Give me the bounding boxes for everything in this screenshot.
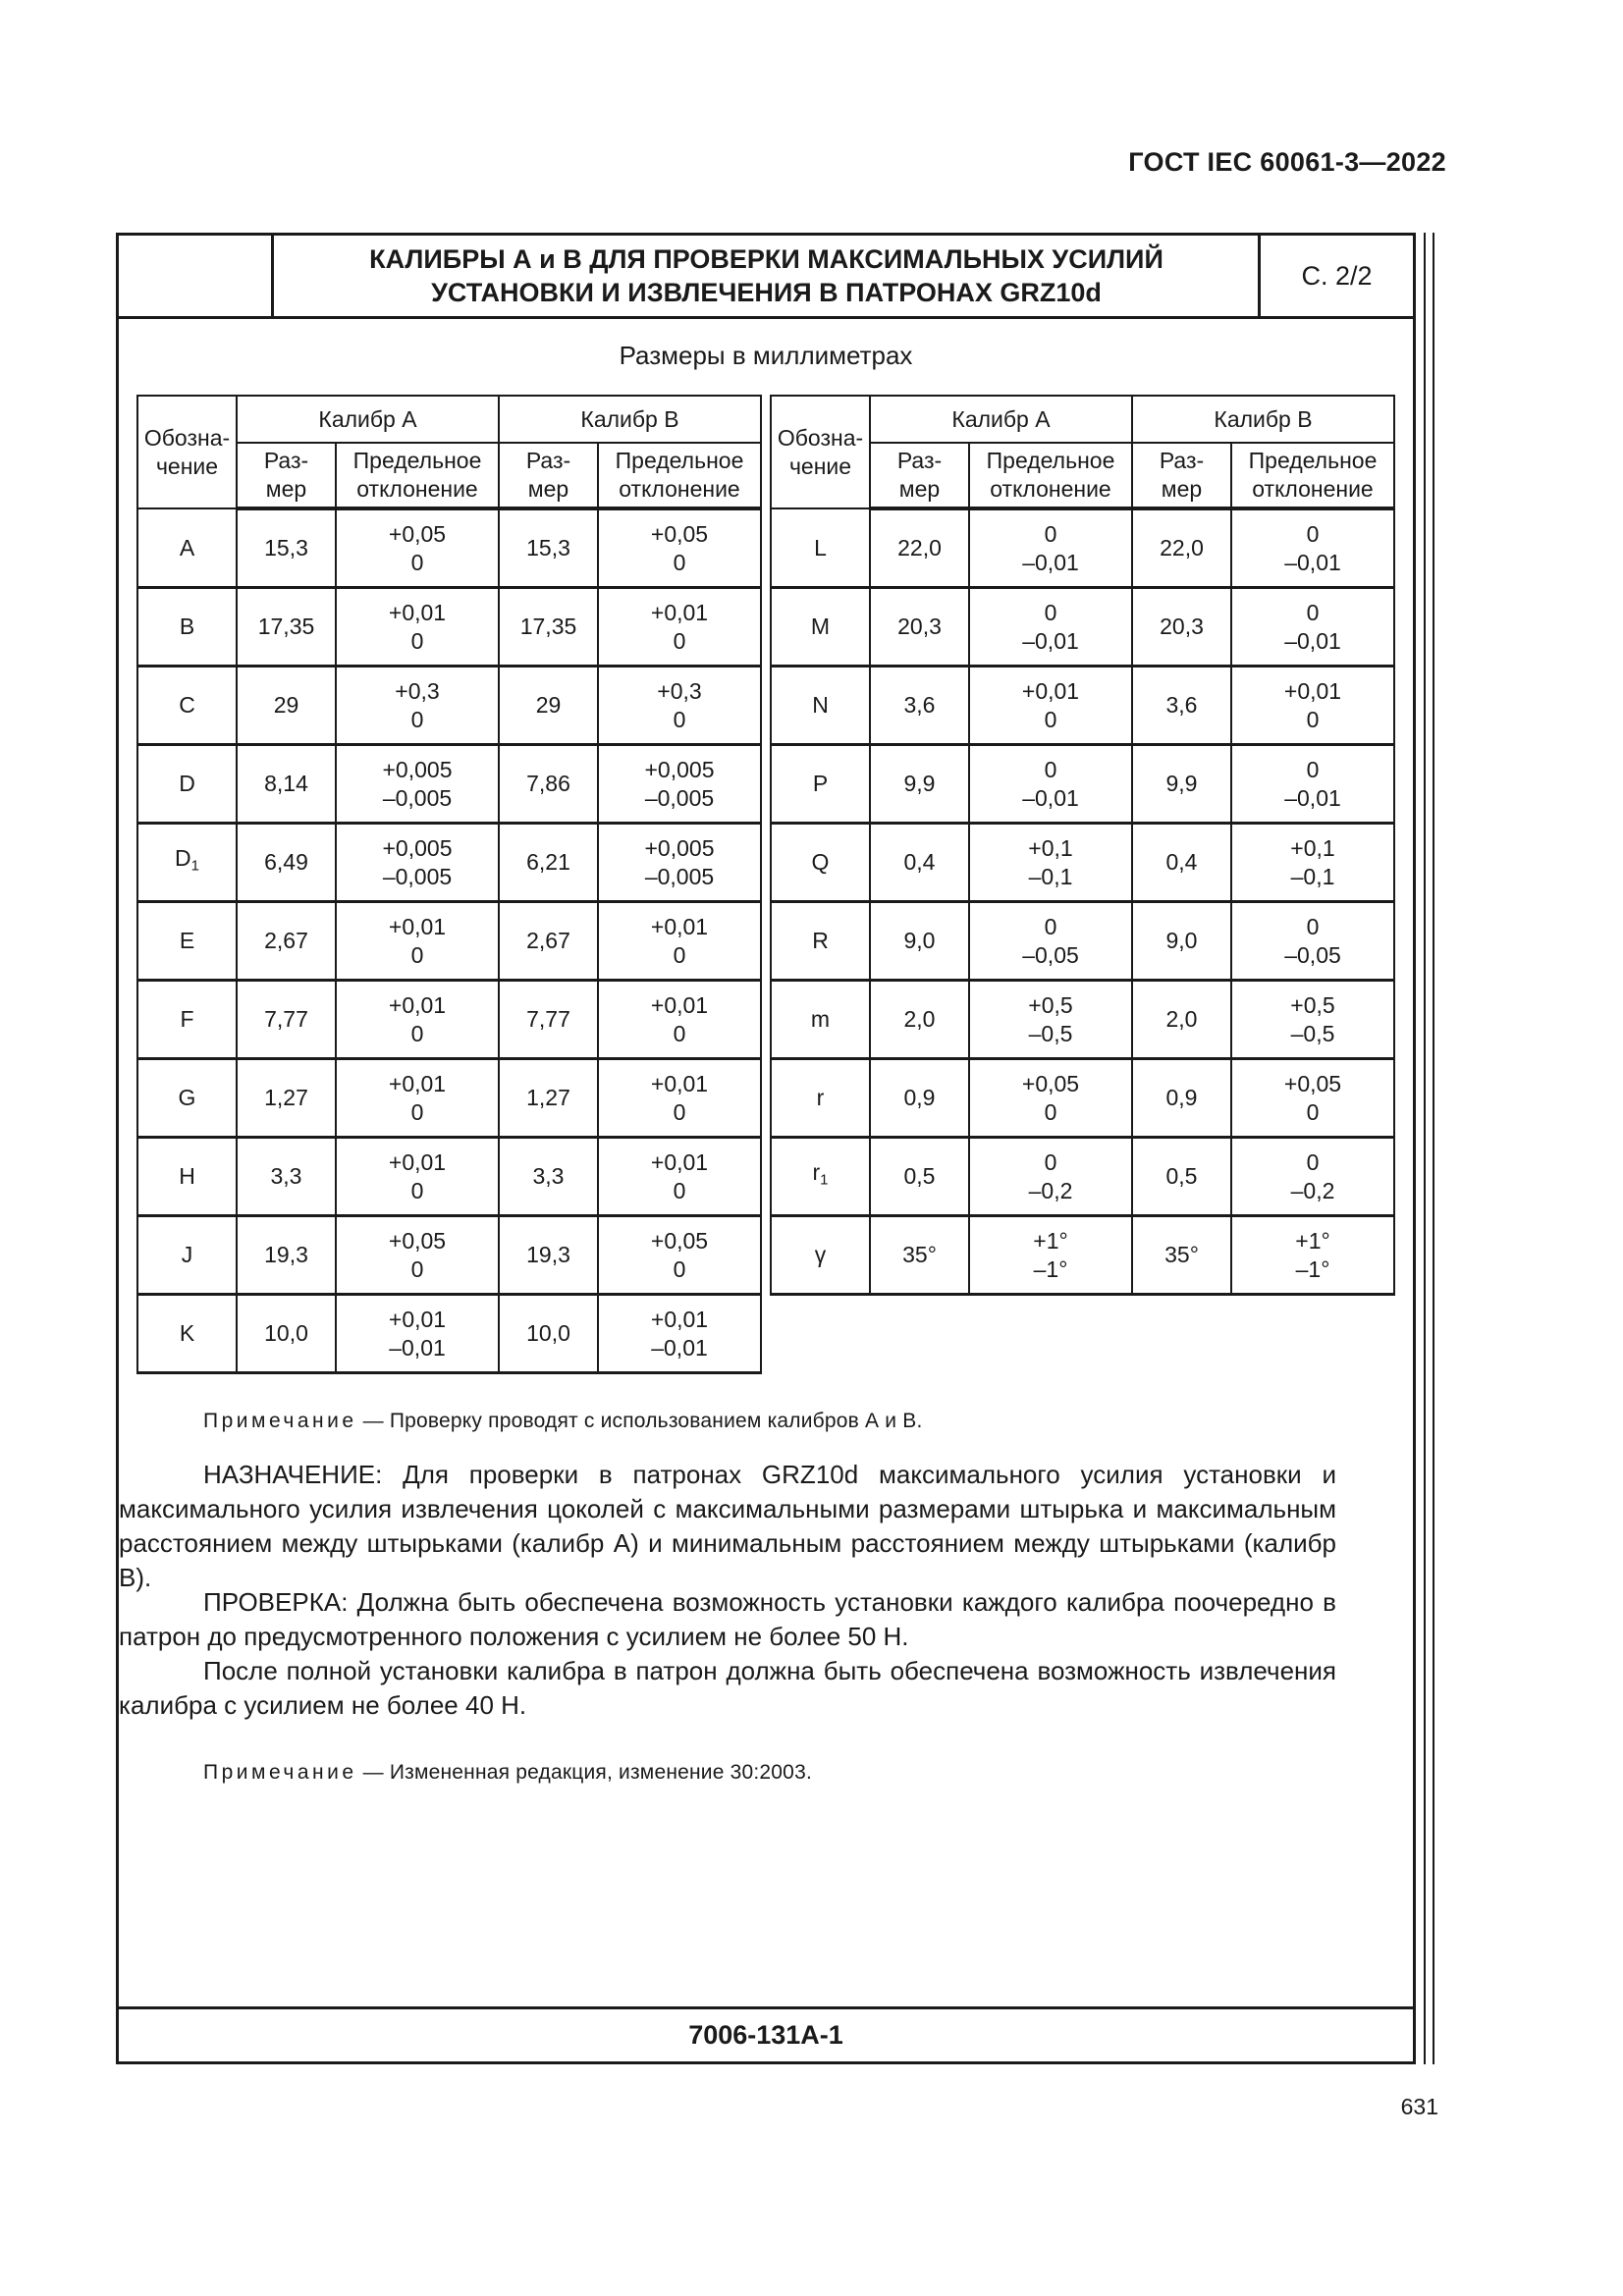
- cell-size: 22,0: [1132, 508, 1231, 588]
- cell-deviation: 0 –0,01: [1231, 508, 1394, 588]
- cell-deviation: +0,01 –0,01: [598, 1295, 761, 1373]
- header-designation: Обозна- чение: [771, 396, 870, 508]
- title-block: [119, 236, 1413, 319]
- cell-deviation: +0,05 0: [336, 508, 499, 588]
- table-row: [137, 902, 761, 981]
- frame-rule: [1433, 233, 1434, 2064]
- frame-rule: [1424, 233, 1426, 2064]
- cell-size: 10,0: [237, 1295, 336, 1373]
- table-row: [771, 508, 1394, 588]
- cell-size: 22,0: [870, 508, 969, 588]
- table-row: [771, 588, 1394, 667]
- table-row: [771, 1059, 1394, 1138]
- cell-designation: P: [771, 745, 870, 824]
- cell-deviation: 0 –0,01: [969, 508, 1132, 588]
- cell-designation: K: [137, 1295, 237, 1373]
- cell-designation: H: [137, 1138, 237, 1216]
- cell-size: 17,35: [237, 588, 336, 667]
- cell-deviation: 0 –0,01: [1231, 588, 1394, 667]
- cell-deviation: +0,01 0: [336, 588, 499, 667]
- cell-deviation: +0,01 0: [598, 902, 761, 981]
- cell-deviation: +0,005 –0,005: [336, 824, 499, 902]
- cell-deviation: +0,01 0: [336, 902, 499, 981]
- header-gauge-b: Калибр В: [499, 396, 761, 443]
- cell-deviation: 0 –0,05: [1231, 902, 1394, 981]
- cell-deviation: 0 –0,01: [969, 588, 1132, 667]
- cell-designation: L: [771, 508, 870, 588]
- table-row: [771, 1216, 1394, 1295]
- title-left-cell: [119, 236, 274, 316]
- cell-deviation: +0,3 0: [598, 667, 761, 745]
- cell-size: 35°: [1132, 1216, 1231, 1295]
- cell-size: 20,3: [870, 588, 969, 667]
- cell-deviation: +0,05 0: [598, 508, 761, 588]
- cell-size: 9,0: [1132, 902, 1231, 981]
- cell-size: 1,27: [499, 1059, 598, 1138]
- sheet-frame: [116, 233, 1416, 2064]
- cell-size: 2,0: [1132, 981, 1231, 1059]
- cell-size: 1,27: [237, 1059, 336, 1138]
- dimensions-table-right: [770, 395, 1395, 1296]
- cell-size: 9,9: [870, 745, 969, 824]
- cell-deviation: +0,3 0: [336, 667, 499, 745]
- cell-designation: G: [137, 1059, 237, 1138]
- table-row: [137, 1059, 761, 1138]
- dimensions-table-left: [136, 395, 762, 1374]
- cell-size: 19,3: [499, 1216, 598, 1295]
- table-row: [137, 667, 761, 745]
- cell-size: 9,9: [1132, 745, 1231, 824]
- sheet-title-line1: КАЛИБРЫ А и В ДЛЯ ПРОВЕРКИ МАКСИМАЛЬНЫХ УСИЛИЙ: [369, 244, 1163, 274]
- cell-size: 3,3: [237, 1138, 336, 1216]
- header-deviation: Предельное отклонение: [1231, 443, 1394, 508]
- cell-deviation: +0,5 –0,5: [969, 981, 1132, 1059]
- table-row: [137, 824, 761, 902]
- header-gauge-a: Калибр А: [870, 396, 1132, 443]
- cell-deviation: +0,05 0: [336, 1216, 499, 1295]
- header-size: Раз- мер: [237, 443, 336, 508]
- cell-size: 0,4: [870, 824, 969, 902]
- cell-deviation: 0 –0,05: [969, 902, 1132, 981]
- check-paragraphs: [119, 1585, 1405, 1723]
- page-number: 631: [1400, 2094, 1438, 2119]
- sheet-page-ref: С. 2/2: [1258, 236, 1413, 316]
- cell-size: 3,6: [870, 667, 969, 745]
- cell-deviation: +0,1 –0,1: [1231, 824, 1394, 902]
- table-row: [771, 1138, 1394, 1216]
- cell-size: 9,0: [870, 902, 969, 981]
- cell-deviation: +0,05 0: [969, 1059, 1132, 1138]
- table-row: [137, 508, 761, 588]
- cell-designation: A: [137, 508, 237, 588]
- cell-size: 15,3: [237, 508, 336, 588]
- cell-deviation: +0,1 –0,1: [969, 824, 1132, 902]
- cell-size: 0,9: [1132, 1059, 1231, 1138]
- cell-designation: R: [771, 902, 870, 981]
- cell-deviation: +0,005 –0,005: [336, 745, 499, 824]
- header-deviation: Предельное отклонение: [598, 443, 761, 508]
- header-size: Раз- мер: [499, 443, 598, 508]
- cell-designation: Q: [771, 824, 870, 902]
- cell-deviation: +0,01 0: [598, 1138, 761, 1216]
- cell-size: 7,77: [499, 981, 598, 1059]
- cell-size: 3,3: [499, 1138, 598, 1216]
- standard-designation: ГОСТ IEC 60061-3—2022: [1128, 147, 1446, 177]
- cell-size: 7,86: [499, 745, 598, 824]
- cell-designation: M: [771, 588, 870, 667]
- cell-deviation: 0 –0,2: [1231, 1138, 1394, 1216]
- cell-deviation: 0 –0,2: [969, 1138, 1132, 1216]
- table-row: [137, 981, 761, 1059]
- cell-designation: γ: [771, 1216, 870, 1295]
- cell-designation: $D_1$: [137, 824, 237, 902]
- table-row: [137, 745, 761, 824]
- cell-size: 3,6: [1132, 667, 1231, 745]
- cell-deviation: 0 –0,01: [1231, 745, 1394, 824]
- cell-size: 15,3: [499, 508, 598, 588]
- sheet-title: [274, 236, 1259, 316]
- cell-designation: C: [137, 667, 237, 745]
- note-text: — Проверку проводят с использованием калибров А и В.: [356, 1410, 923, 1432]
- note-label: Примечание: [203, 1761, 357, 1784]
- purpose-text: НАЗНАЧЕНИЕ: Для проверки в патронах GRZ10d максимального усилия установки и максимального усилия извлечения цоколей с максимальными размерами штырька и максимальным расстоянием между штырьками (калибр А) и минимальным расстоянием между штырьками (калибр В).: [119, 1460, 1336, 1592]
- note-text: — Измененная редакция, изменение 30:2003.: [356, 1761, 812, 1784]
- cell-designation: F: [137, 981, 237, 1059]
- cell-size: 7,77: [237, 981, 336, 1059]
- cell-size: 10,0: [499, 1295, 598, 1373]
- table-row: [771, 902, 1394, 981]
- cell-size: 0,4: [1132, 824, 1231, 902]
- cell-size: 2,67: [237, 902, 336, 981]
- cell-deviation: +0,01 0: [598, 588, 761, 667]
- cell-deviation: 0 –0,01: [969, 745, 1132, 824]
- header-designation: Обозна- чение: [137, 396, 237, 508]
- table-row: [137, 1138, 761, 1216]
- cell-deviation: +0,01 0: [336, 1059, 499, 1138]
- table-row: [771, 745, 1394, 824]
- cell-size: 2,0: [870, 981, 969, 1059]
- table-row: [771, 667, 1394, 745]
- cell-deviation: +0,01 0: [969, 667, 1132, 745]
- check-text-2: После полной установки калибра в патрон должна быть обеспечена возможность извлечения калибра с усилием не более 40 Н.: [119, 1656, 1336, 1720]
- cell-size: 19,3: [237, 1216, 336, 1295]
- cell-size: 0,5: [1132, 1138, 1231, 1216]
- cell-designation: r: [771, 1059, 870, 1138]
- header-deviation: Предельное отклонение: [969, 443, 1132, 508]
- cell-deviation: +0,05 0: [598, 1216, 761, 1295]
- cell-deviation: +0,01 –0,01: [336, 1295, 499, 1373]
- cell-deviation: +1° –1°: [969, 1216, 1132, 1295]
- table-row: [137, 1295, 761, 1373]
- cell-deviation: +0,05 0: [1231, 1059, 1394, 1138]
- table-row: [137, 588, 761, 667]
- cell-deviation: +0,005 –0,005: [598, 745, 761, 824]
- note-revision: [203, 1761, 812, 1785]
- header-size: Раз- мер: [1132, 443, 1231, 508]
- cell-deviation: +0,01 0: [598, 981, 761, 1059]
- cell-designation: J: [137, 1216, 237, 1295]
- table-row: [137, 1216, 761, 1295]
- cell-size: 29: [499, 667, 598, 745]
- cell-size: 6,21: [499, 824, 598, 902]
- cell-size: 0,5: [870, 1138, 969, 1216]
- table-row: [771, 824, 1394, 902]
- cell-designation: E: [137, 902, 237, 981]
- cell-designation: m: [771, 981, 870, 1059]
- cell-designation: $r_1$: [771, 1138, 870, 1216]
- cell-size: 2,67: [499, 902, 598, 981]
- header-gauge-a: Калибр А: [237, 396, 499, 443]
- cell-size: 35°: [870, 1216, 969, 1295]
- cell-size: 17,35: [499, 588, 598, 667]
- units-label: Размеры в миллиметрах: [619, 341, 913, 370]
- note-label: Примечание: [203, 1410, 357, 1432]
- check-text-1: ПРОВЕРКА: Должна быть обеспечена возможность установки каждого калибра поочередно в патрон до предусмотренного положения с усилием не более 50 Н.: [119, 1587, 1336, 1651]
- note-gauges: [203, 1410, 923, 1433]
- cell-designation: N: [771, 667, 870, 745]
- cell-deviation: +0,01 0: [1231, 667, 1394, 745]
- cell-size: 20,3: [1132, 588, 1231, 667]
- cell-size: 6,49: [237, 824, 336, 902]
- cell-deviation: +0,01 0: [336, 981, 499, 1059]
- cell-size: 8,14: [237, 745, 336, 824]
- cell-size: 0,9: [870, 1059, 969, 1138]
- cell-deviation: +0,01 0: [336, 1138, 499, 1216]
- header-deviation: Предельное отклонение: [336, 443, 499, 508]
- cell-deviation: +0,01 0: [598, 1059, 761, 1138]
- header-size: Раз- мер: [870, 443, 969, 508]
- cell-designation: D: [137, 745, 237, 824]
- cell-deviation: +1° –1°: [1231, 1216, 1394, 1295]
- cell-designation: B: [137, 588, 237, 667]
- cell-size: 29: [237, 667, 336, 745]
- table-row: [771, 981, 1394, 1059]
- header-gauge-b: Калибр В: [1132, 396, 1394, 443]
- purpose-paragraph: [119, 1458, 1405, 1595]
- cell-deviation: +0,005 –0,005: [598, 824, 761, 902]
- cell-deviation: +0,5 –0,5: [1231, 981, 1394, 1059]
- sheet-title-line2: УСТАНОВКИ И ИЗВЛЕЧЕНИЯ В ПАТРОНАХ GRZ10d: [431, 278, 1102, 307]
- sheet-code: 7006-131А-1: [119, 2006, 1413, 2061]
